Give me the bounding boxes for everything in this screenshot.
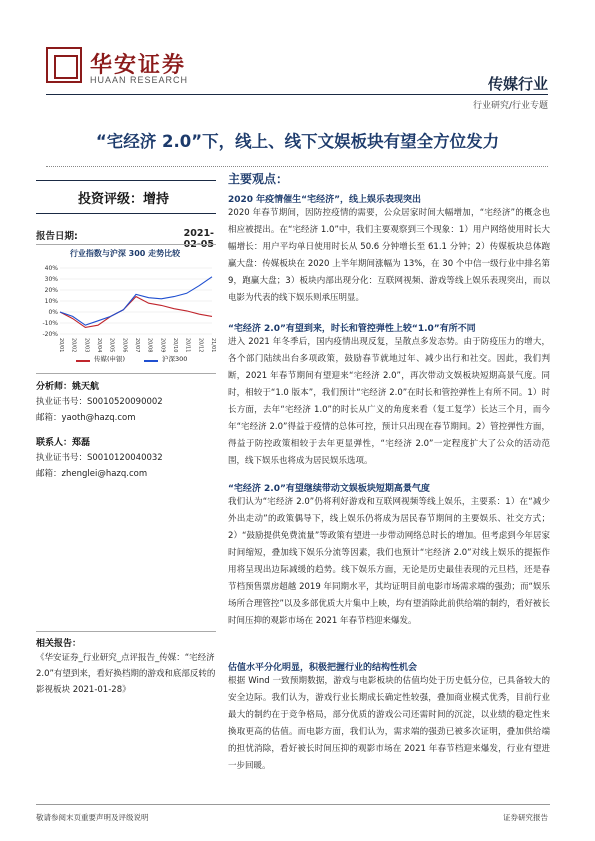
breadcrumb: 行业研究/行业专题: [472, 101, 548, 111]
section-heading-3: “宅经济 2.0”有望继续带动文娱板块短期高景气度: [228, 484, 430, 494]
logo-subtext: HUAAN RESEARCH: [90, 75, 189, 85]
y-tick-label: 0%: [48, 309, 58, 316]
investment-rating: 投资评级：增持: [78, 192, 170, 207]
x-tick-label: 20/08: [146, 338, 153, 353]
y-tick-label: 20%: [44, 287, 58, 294]
report-title: “宅经济 2.0”下，线上、线下文娱板块有望全方位发力: [95, 132, 500, 151]
x-tick-label: 21/01: [210, 338, 216, 353]
x-tick-label: 20/05: [108, 338, 115, 353]
date-label: 报告日期:: [36, 231, 78, 242]
section-heading-4: 估值水平分化明显，积极把握行业的结构性机会: [228, 663, 418, 673]
date-value: 2021-: [183, 228, 214, 239]
footer-divider: [36, 804, 550, 805]
related-report-link[interactable]: 《华安证券_行业研究_点评报告_传媒：“宅经济 2.0”有望到来，看好换档期的游戏和底部反转的影视板块 2021-01-28》: [36, 653, 216, 695]
contact-cert: 执业证书号：S0010120040032: [36, 453, 163, 463]
logo-text: 华安证券: [90, 52, 187, 78]
footer-report-type: 证券研究报告: [503, 813, 548, 822]
x-tick-label: 20/01: [58, 338, 64, 353]
section-body-3: 我们认为“宅经济 2.0”仍将利好游戏和互联网视频等线上娱乐，主要系：1）在“减少外出走动”的政策偶导下，线上娱乐仍将成为居民春节期间的主要娱乐、社交方式；2）“鼓励提供免费流量”等政策有望进一步带动网络总时长的增加。但考虑到今年居家时间缩短，叠加线下娱乐分流等因素，我们也预计“宅经济 2.0”对线上娱乐的提振作用将呈现出边际减缓的趋势。线下娱乐方面，无论是历史最佳表现的元旦档，还是春节档预售票房超越 2019 年同期水平，其均证明目前电影市场需求端的强劲；而“娱乐场所合理管控”以及多部优质大片集中上映，均有望消除此前供给端的制约，看好被长时间压抑的观影市场在 2021 年春节档迎来爆发。: [228, 497, 550, 626]
index-chart: [36, 262, 216, 354]
y-tick-label: -20%: [42, 331, 58, 338]
related-divider: [36, 631, 216, 632]
title-divider: [46, 166, 548, 167]
analyst-divider: [36, 373, 216, 374]
y-tick-label: 40%: [44, 265, 58, 272]
analyst-cert: 执业证书号：S0010520090002: [36, 397, 163, 407]
x-tick-label: 20/09: [159, 338, 166, 353]
header-divider: [46, 94, 548, 95]
x-tick-label: 20/12: [197, 338, 204, 353]
legend-swatch-hs300: [144, 360, 158, 362]
logo-icon: [46, 47, 82, 83]
x-tick-label: 20/02: [70, 338, 77, 353]
section-body-1: 2020 年春节期间，因防控疫情的需要，公众居家时间大幅增加，“宅经济”的概念也相应被提出。在“宅经济 1.0”中，我们主要观察到三个现象：1）用户网络使用时长大幅增长：用户平均单日使用时长从 50.6 分钟增长至 61.1 分钟；2）传媒板块总体跑赢大盘：传媒板块在 2020 上半年期间涨幅为 13%，在 30 个中信一级行业中排名第 9，跑赢大盘；3）板块内部出现分化：互联网视频、游戏等线上娱乐表现突出，而以电影为代表的线下娱乐则承压明显。: [228, 208, 550, 303]
x-tick-label: 20/04: [96, 338, 102, 353]
section-heading-2: “宅经济 2.0”有望到来，时长和管控弹性上较“1.0”有所不同: [228, 324, 476, 334]
contact-email[interactable]: 邮箱：zhenglei@hazq.com: [36, 469, 148, 479]
x-tick-label: 20/10: [172, 338, 178, 353]
legend-label-hs300: 沪深300: [162, 355, 188, 363]
main-points-heading: 主要观点：: [228, 172, 289, 186]
y-tick-label: 10%: [44, 298, 58, 305]
chart-title: 行业指数与沪深 300 走势比较: [69, 249, 181, 258]
x-tick-label: 20/03: [83, 338, 90, 353]
y-tick-label: -10%: [42, 320, 58, 327]
section-heading-1: 2020 年疫情催生“宅经济”，线上娱乐表现突出: [228, 195, 422, 205]
rating-bottom-line: [36, 213, 216, 214]
footer-disclaimer[interactable]: 敬请参阅末页重要声明及评级说明: [36, 813, 149, 822]
legend-swatch-media: [76, 360, 90, 362]
industry-label: 传媒行业: [487, 75, 548, 93]
x-tick-label: 20/06: [121, 338, 128, 353]
contact-name: 联系人：郑磊: [36, 438, 91, 448]
legend-label-media: 传媒(申银): [94, 355, 126, 363]
section-body-2: 进入 2021 年冬季后，国内疫情出现反复，呈散点多发态势。由于防疫压力的增大，各个部门陆续出台多项政策，鼓励春节就地过年、减少出行和社交。因此，我们判断，2021 年春节期间有望迎来“宅经济 2.0”，再次带动文娱板块短期高景气度。同时，相较于“1.0 版本”，我们预计“宅经济 2.0”在时长和管控弹性上有所不同。1）时长方面，去年“宅经济 1.0”的时长从广义的角度来看（复工复学）长达三个月，而今年“宅经济 2.0”得益于疫情的总体可控，预计只出现在春节期间。2）管控弹性方面，得益于防控政策相较于去年更显弹性，“宅经济 2.0”一定程度扩大了公众的活动范围，线下娱乐也将成为居民娱乐选项。: [228, 337, 550, 466]
x-tick-label: 20/07: [134, 338, 140, 353]
x-tick-label: 20/11: [184, 338, 191, 353]
y-tick-label: 30%: [44, 276, 58, 283]
analyst-name: 分析师：姚天航: [36, 382, 100, 392]
rating-top-line: [36, 180, 216, 181]
section-body-4: 根据 Wind 一致预期数据，游戏与电影板块的估值均处于历史低分位，已具备较大的安全边际。我们认为，游戏行业长期成长确定性较强，叠加商业模式优秀，目前行业最大的制约在于竞争格局，部分优质的游戏公司还需时间的沉淀，以业绩的稳定性来換取更高的估值。而电影方面，我们认为，需求端的强劲已被多次证明，叠加供给端的担忧消除，看好被长时间压抑的观影市场在 2021 年春节档迎来爆发，行业有望进一步回暖。: [228, 676, 550, 771]
chart-top-line: [36, 244, 216, 245]
analyst-email[interactable]: 邮箱：yaoth@hazq.com: [36, 413, 136, 423]
chart-legend: [36, 354, 216, 366]
related-reports-label: 相关报告：: [36, 639, 82, 649]
